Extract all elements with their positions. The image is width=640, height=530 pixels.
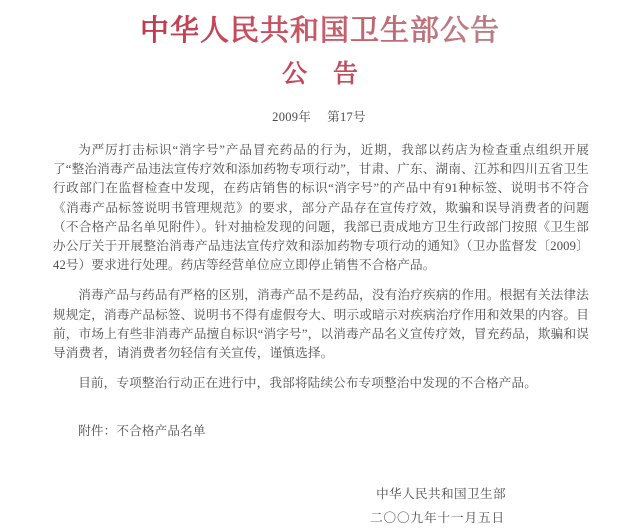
document-body — [51, 125, 589, 530]
issue-line — [0, 109, 640, 125]
document-masthead — [0, 0, 640, 92]
body-paragraph: 为严厉打击标识“消字号”产品冒充药品的行为，近期，我部以药店为检查重点组织开展了“整治消毒产品违法宣传疗效和添加药物专项行动”，甘肃、广东、湖南、江苏和四川五省卫生行政部门在监督检查中发现，在药店销售的标识“消字号”的产品中有91种标签、说明书不符合《消毒产品标签说明书管理规范》的要求，部分产品存在宣传疗效，欺骗和误导消费者的问题（不合格产品名单见附件）。针对抽检发现的问题，我部已责成地方卫生行政部门按照《卫生部办公厅关于开展整治消毒产品违法宣传疗效和添加药物专项行动的通知》（卫办监督发〔2009〕42号）要求进行处理。药店等经营单位应立即停止销售不合格产品。 — [53, 143, 589, 273]
document-title: 中华人民共和国卫生部公告 — [0, 12, 640, 50]
signature-block — [53, 482, 589, 530]
issue-number: 第17号 — [327, 110, 366, 124]
body-paragraph: 目前，专项整治行动正在进行中，我部将陆续公布专项整治中发现的不合格产品。 — [78, 376, 537, 391]
issue-year: 2009年 — [272, 110, 312, 124]
signature-date: 二〇〇九年十一月五日 — [370, 511, 505, 526]
attachment-line: 附件：不合格产品名单 — [78, 424, 206, 439]
document-subtitle: 公告 — [0, 58, 640, 92]
signature-organization: 中华人民共和国卫生部 — [376, 487, 506, 502]
body-paragraph: 消毒产品与药品有严格的区别，消毒产品不是药品，没有治疗疾病的作用。根据有关法律法规规定，消毒产品标签、说明书不得有虚假夸大、明示或暗示对疾病治疗作用和效果的内容。目前，市场上有些非消毒产品擅自标识“消字号”，以消毒产品名义宣传疗效，冒充药品，欺骗和误导消费者，请消费者勿轻信有关宣传，谨慎选择。 — [53, 288, 589, 361]
